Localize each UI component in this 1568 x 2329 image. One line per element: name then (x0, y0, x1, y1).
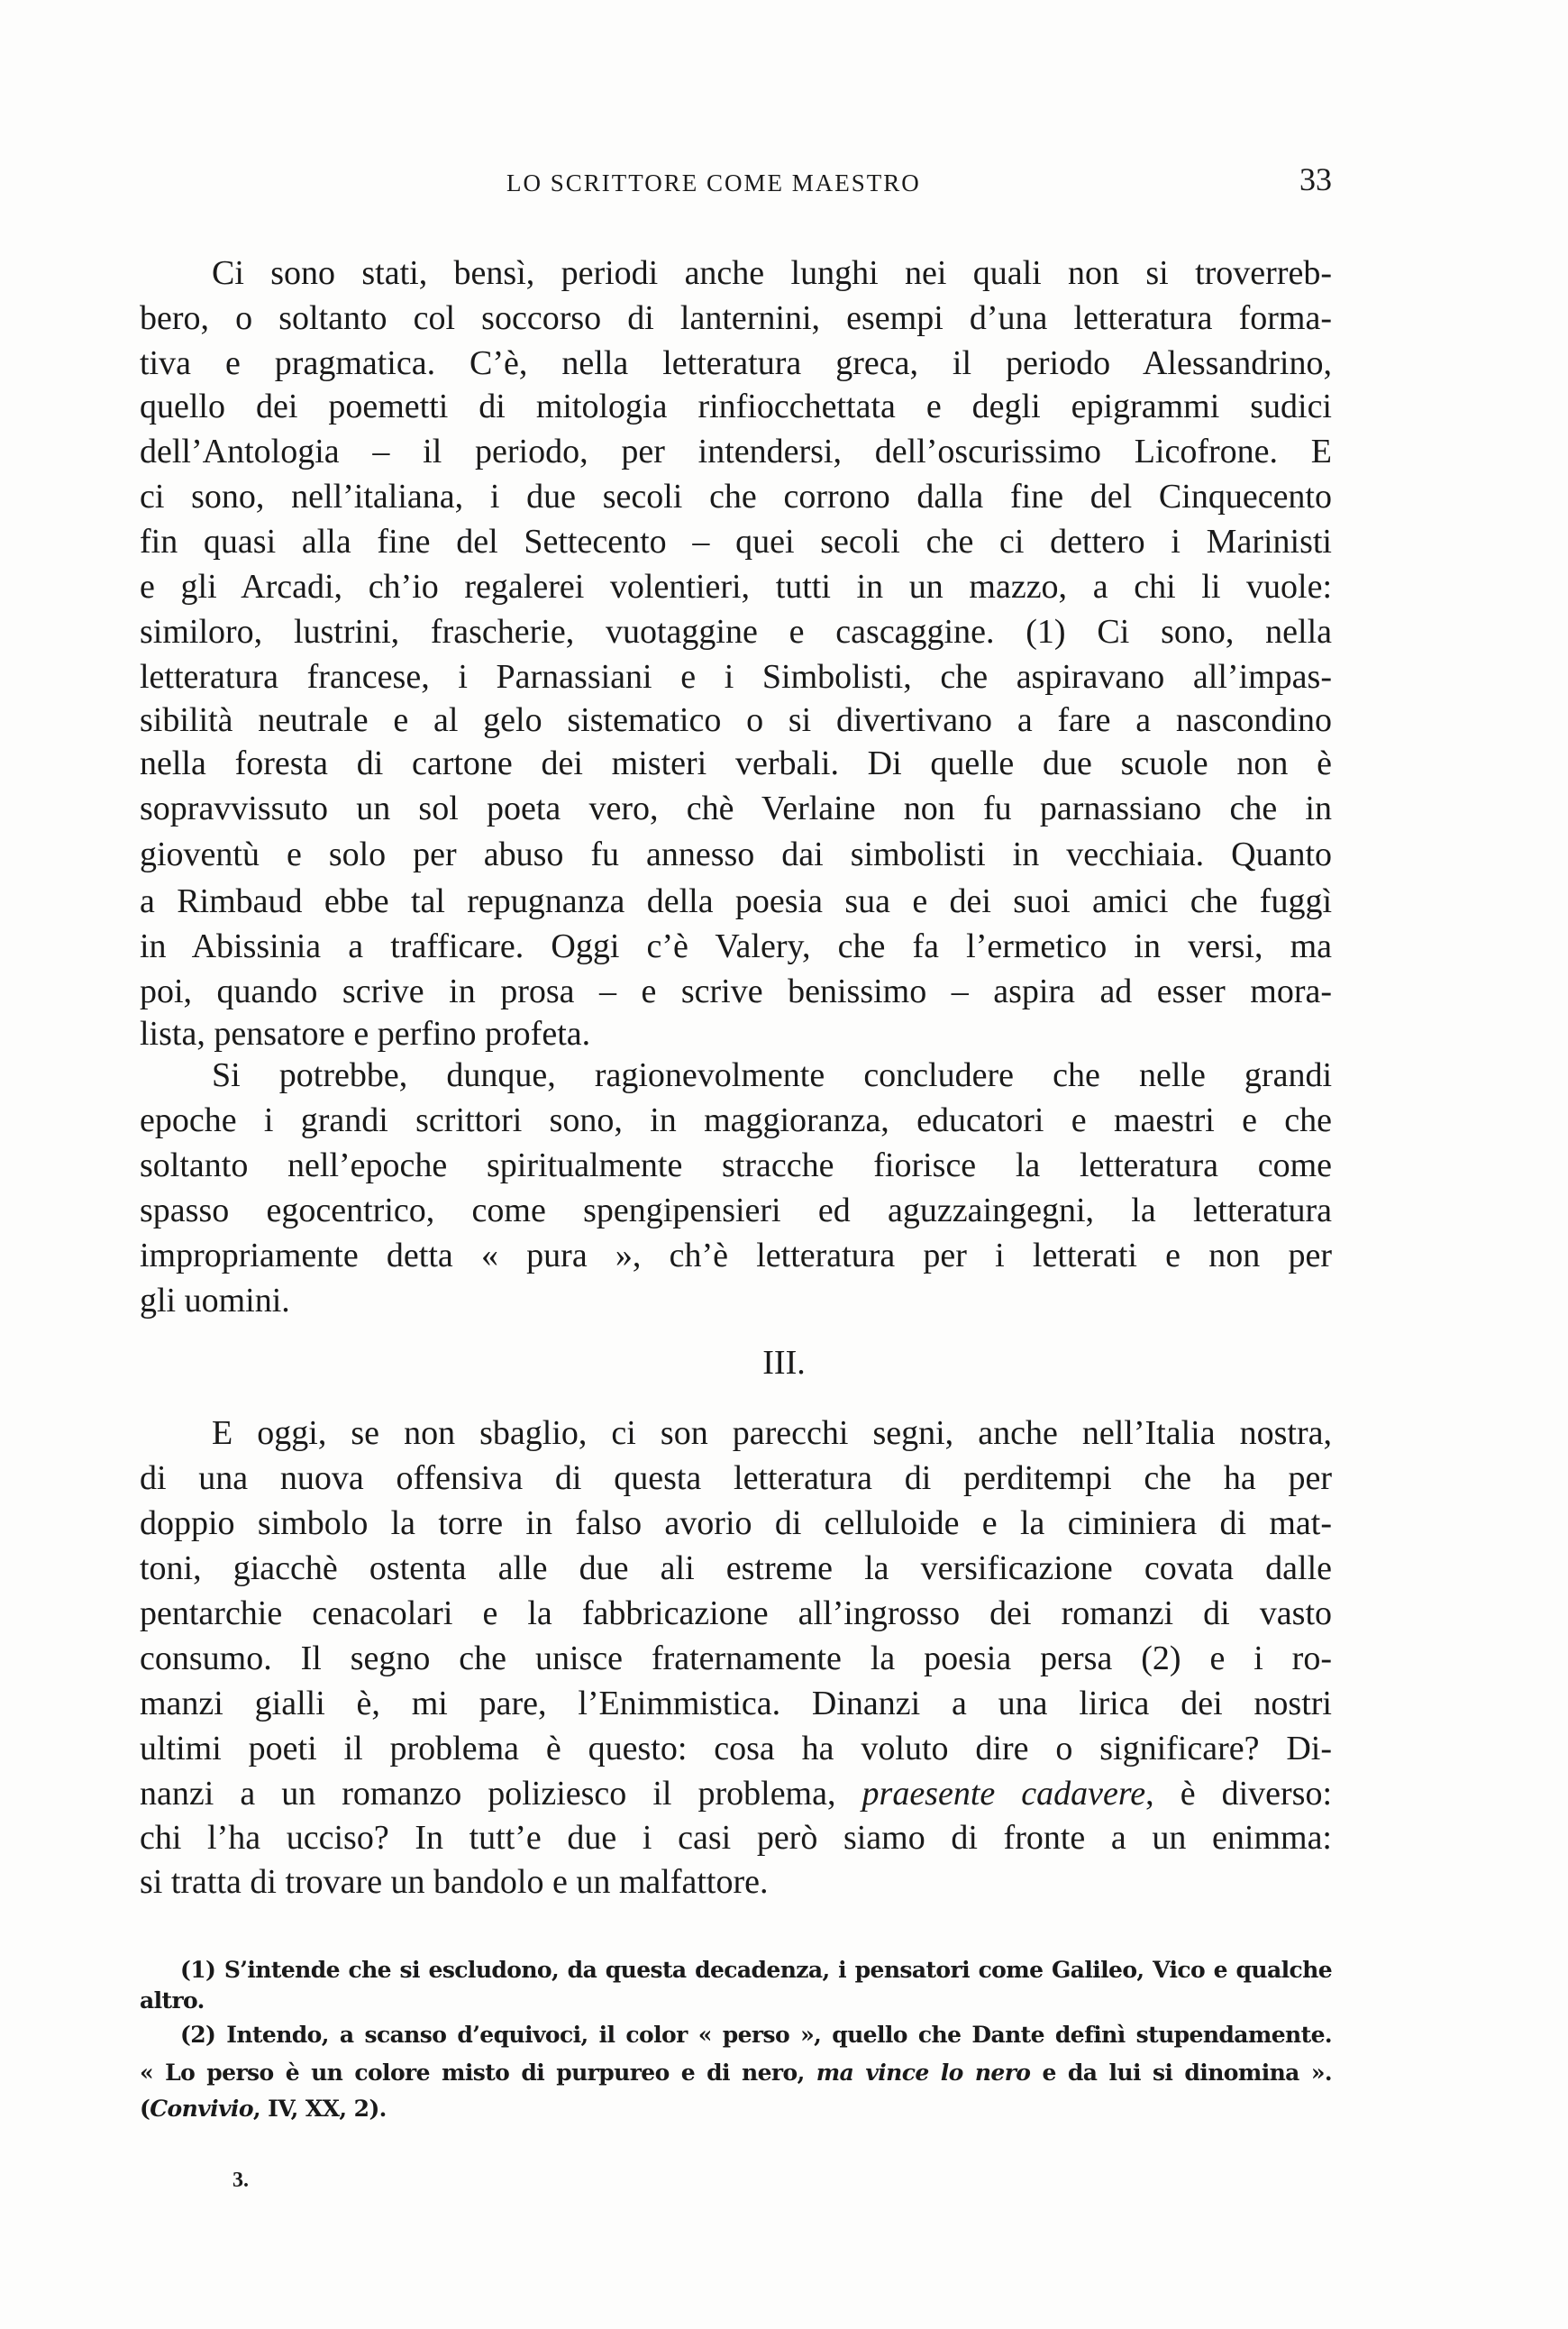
text-line: fin quasi alla fine del Settecento – quei secoli che ci dettero i Marinisti (140, 523, 1332, 561)
text-line: impropriamente detta « pura », ch’è letteratura per i letterati e non per (140, 1237, 1332, 1274)
text-line: Si potrebbe, dunque, ragionevolmente concludere che nelle grandi (212, 1056, 1332, 1094)
text-line: di una nuova offensiva di questa letteratura di perditempi che ha per (140, 1459, 1332, 1497)
footnote-2-line: (2) Intendo, a scanso d’equivoci, il color « perso », quello che Dante definì stupendamente. (180, 2022, 1332, 2048)
text-line: nella foresta di cartone dei misteri verbali. Di quelle due scuole non è (140, 744, 1332, 782)
text-line: a Rimbaud ebbe tal repugnanza della poesia sua e dei suoi amici che fuggì (140, 882, 1332, 920)
italic-phrase: ma vince lo nero (816, 2060, 1031, 2086)
text-line: epoche i grandi scrittori sono, in maggioranza, educatori e maestri e che (140, 1101, 1332, 1139)
text-line: consumo. Il segno che unisce fraternamente la poesia persa (2) e i ro- (140, 1639, 1332, 1677)
text-line: dell’Antologia – il periodo, per intendersi, dell’oscurissimo Licofrone. E (140, 433, 1332, 470)
text-span: « Lo perso è un colore misto di purpureo e di nero, (140, 2060, 816, 2086)
text-line: doppio simbolo la torre in falso avorio di celluloide e la ciminiera di mat- (140, 1504, 1332, 1542)
footnote-1-line: altro. (140, 1987, 205, 2014)
text-line: spasso egocentrico, come spengipensieri ed aguzzaingegni, la letteratura (140, 1192, 1332, 1229)
text-line: soltanto nell’epoche spiritualmente stracche fiorisce la letteratura come (140, 1146, 1332, 1184)
text-line: manzi gialli è, mi pare, l’Enimmistica. Dinanzi a una lirica dei nostri (140, 1685, 1332, 1722)
text-line: tiva e pragmatica. C’è, nella letteratura greca, il periodo Alessandrino, (140, 344, 1332, 382)
running-title: LO SCRITTORE COME MAESTRO (506, 169, 921, 196)
text-line: E oggi, se non sbaglio, ci son parecchi segni, anche nell’Italia nostra, (212, 1414, 1332, 1452)
footnote-2-line (140, 2059, 1332, 2087)
text-span: , è diverso: (1145, 1775, 1333, 1813)
section-heading: III. (762, 1344, 806, 1382)
text-line: ci sono, nell’italiana, i due secoli che corrono dalla fine del Cinquecento (140, 478, 1332, 516)
text-span: nanzi a un romanzo poliziesco il problema, (140, 1775, 862, 1813)
text-span: , IV, XX, 2). (252, 2096, 387, 2122)
text-line: lista, pensatore e perfino profeta. (140, 1015, 591, 1053)
text-line: ultimi poeti il problema è questo: cosa ha voluto dire o significare? Di- (140, 1730, 1332, 1767)
page-number: 33 (1299, 161, 1332, 197)
text-span: ( (140, 2096, 150, 2122)
text-line (140, 1773, 1332, 1814)
text-line: gioventù e solo per abuso fu annesso dai simbolisti in vecchiaia. Quanto (140, 836, 1332, 873)
text-line: chi l’ha ucciso? In tutt’e due i casi però siamo di fronte a un enimma: (140, 1819, 1332, 1857)
italic-phrase: praesente cadavere (861, 1775, 1146, 1813)
text-line: sibilità neutrale e al gelo sistematico o si divertivano a fare a nascondino (140, 701, 1332, 739)
text-line: pentarchie cenacolari e la fabbricazione all’ingrosso dei romanzi di vasto (140, 1594, 1332, 1632)
footnote-1-line: (1) S’intende che si escludono, da questa decadenza, i pensatori come Galileo, Vico e qualche (180, 1957, 1332, 1983)
text-line: si tratta di trovare un bandolo e un malfattore. (140, 1863, 769, 1901)
text-line: letteratura francese, i Parnassiani e i Simbolisti, che aspiravano all’impas- (140, 658, 1332, 696)
text-line: toni, giacchè ostenta alle due ali estreme la versificazione covata dalle (140, 1549, 1332, 1587)
text-span: e da lui si dinomina ». (1030, 2060, 1333, 2086)
text-line: bero, o soltanto col soccorso di lanternini, esempi d’una letteratura forma- (140, 299, 1332, 337)
footnote-2-line (140, 2095, 1332, 2124)
text-line: poi, quando scrive in prosa – e scrive benissimo – aspira ad esser mora- (140, 973, 1332, 1010)
signature-mark: 3. (232, 2169, 249, 2192)
text-line: quello dei poemetti di mitologia rinfiocchettata e degli epigrammi sudici (140, 388, 1332, 425)
text-line: e gli Arcadi, ch’io regalerei volentieri, tutti in un mazzo, a chi li vuole: (140, 568, 1332, 606)
text-line: Ci sono stati, bensì, periodi anche lunghi nei quali non si troverreb- (212, 254, 1332, 292)
text-line: sopravvissuto un sol poeta vero, chè Verlaine non fu parnassiano che in (140, 790, 1332, 827)
text-line: gli uomini. (140, 1282, 290, 1320)
text-line: similoro, lustrini, frascherie, vuotaggine e cascaggine. (1) Ci sono, nella (140, 613, 1332, 651)
text-line: in Abissinia a trafficare. Oggi c’è Valery, che fa l’ermetico in versi, ma (140, 927, 1332, 965)
italic-title: Convivio (150, 2096, 253, 2122)
